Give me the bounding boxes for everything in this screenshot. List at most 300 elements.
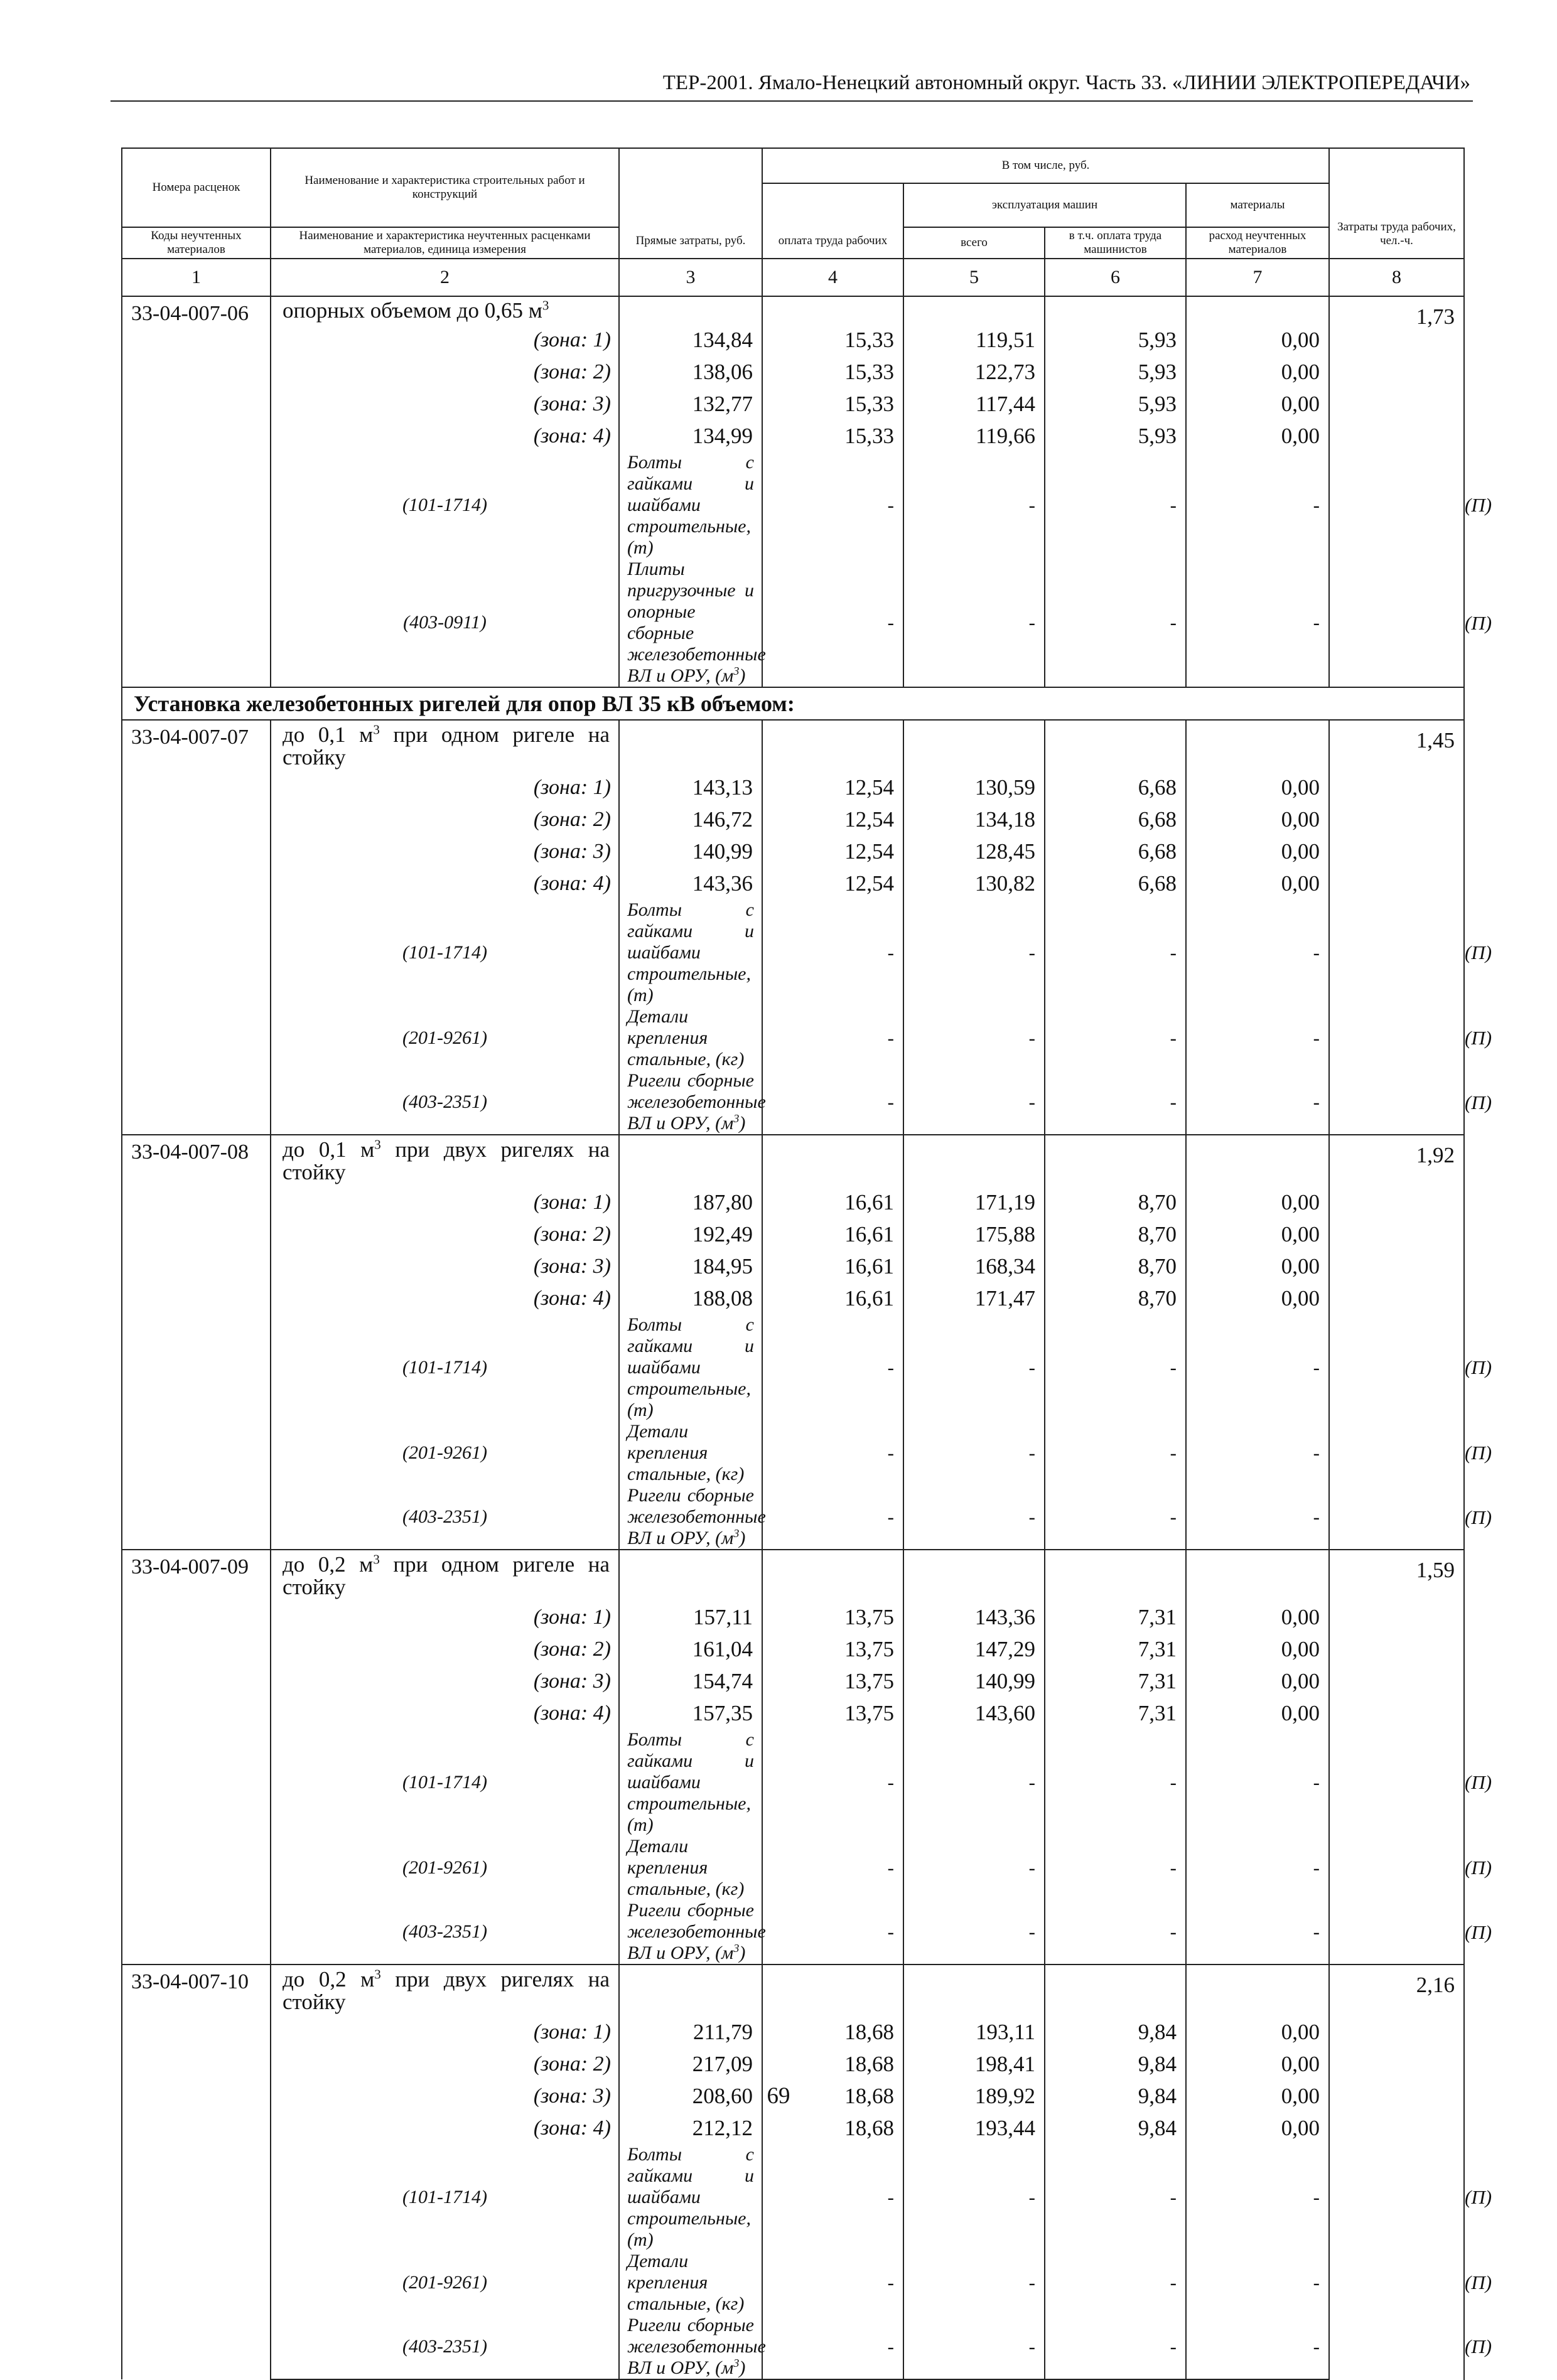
material-code: (403-2351) [271, 1485, 619, 1550]
zone-row [122, 1186, 1464, 1218]
zone-value: 18,68 [762, 2016, 903, 2048]
zone-value: 16,61 [762, 1282, 903, 1314]
rate-code: 33-04-007-06 [122, 296, 271, 687]
zone-row [122, 356, 1464, 388]
col-labor-header: Затраты труда рабочих, чел.-ч. [1329, 148, 1464, 259]
material-dash: - [762, 559, 903, 687]
zone-row [122, 803, 1464, 835]
zone-value: 7,31 [1045, 1601, 1186, 1633]
zone-value: 6,68 [1045, 803, 1186, 835]
zone-value: 146,72 [619, 803, 762, 835]
material-dash: - [903, 559, 1045, 687]
zone-value: 7,31 [1045, 1665, 1186, 1697]
material-dash: - [1045, 559, 1186, 687]
col-machinists-wages-header: в т.ч. оплата труда машинистов [1045, 227, 1186, 259]
material-name [619, 899, 762, 1006]
col-materials-header: материалы [1186, 183, 1329, 227]
material-code: (403-2351) [271, 1900, 619, 1965]
material-dash: - [1186, 1421, 1329, 1485]
zone-value: 0,00 [1186, 1218, 1329, 1250]
material-dash: - [903, 899, 1045, 1006]
material-dash: - [903, 2144, 1045, 2251]
zone-value: 18,68 [762, 2080, 903, 2112]
col-number: 5 [903, 259, 1045, 296]
zone-value: 154,74 [619, 1665, 762, 1697]
zone-value: 0,00 [1186, 2016, 1329, 2048]
zone-value: 0,00 [1186, 1633, 1329, 1665]
zone-label: (зона: 3) [271, 835, 619, 867]
material-dash: - [1186, 1070, 1329, 1135]
zone-row [122, 867, 1464, 899]
material-code: (101-1714) [271, 1314, 619, 1421]
zone-label: (зона: 3) [271, 1250, 619, 1282]
col-number: 3 [619, 259, 762, 296]
col-number: 4 [762, 259, 903, 296]
zone-value: 134,18 [903, 803, 1045, 835]
zone-label: (зона: 2) [271, 2048, 619, 2080]
zone-value: 6,68 [1045, 835, 1186, 867]
zone-value: 9,84 [1045, 2080, 1186, 2112]
rate-title-text: опорных объемом до 0,65 м [283, 298, 542, 323]
material-code: (201-9261) [271, 1421, 619, 1485]
zone-value: 7,31 [1045, 1633, 1186, 1665]
rate-code: 33-04-007-09 [122, 1550, 271, 1965]
material-name-text: Детали крепления стальные, (кг) [627, 2251, 745, 2314]
unit-superscript: 3 [733, 1527, 740, 1540]
zone-value: 5,93 [1045, 324, 1186, 356]
empty-cell [619, 1135, 762, 1186]
material-name-text: Болты с гайками и шайбами строительные, (т) [627, 2144, 754, 2250]
zone-row [122, 771, 1464, 803]
empty-cell [1186, 1550, 1329, 1601]
col-machines-header: эксплуатация машин [903, 183, 1186, 227]
zone-value: 0,00 [1186, 2080, 1329, 2112]
material-dash: - [762, 1729, 903, 1836]
rate-title-tail: при двух ригелях на стойку [283, 1966, 610, 2014]
material-dash: - [762, 2315, 903, 2379]
material-dash: - [762, 1485, 903, 1550]
zone-value: 193,11 [903, 2016, 1045, 2048]
material-dash: - [762, 1900, 903, 1965]
empty-cell [762, 296, 903, 324]
zone-value: 12,54 [762, 867, 903, 899]
material-row: (101-1714) Болты с гайками и шайбами строительные, (т) - - - - (П) [122, 2144, 1464, 2251]
material-name [619, 2251, 762, 2315]
zone-value: 9,84 [1045, 2016, 1186, 2048]
zone-value: 0,00 [1186, 867, 1329, 899]
material-dash: - [1186, 1006, 1329, 1070]
zone-row [122, 1665, 1464, 1697]
zone-label: (зона: 2) [271, 1218, 619, 1250]
zone-value: 5,93 [1045, 388, 1186, 420]
zone-value: 8,70 [1045, 1218, 1186, 1250]
zone-row [122, 2048, 1464, 2080]
zone-value: 12,54 [762, 771, 903, 803]
rate-title-row [122, 1550, 1464, 1601]
material-dash: - [1186, 1485, 1329, 1550]
empty-cell [1045, 1965, 1186, 2016]
zone-value: 0,00 [1186, 1601, 1329, 1633]
material-dash: - [762, 899, 903, 1006]
page-number: 69 [767, 2083, 790, 2109]
material-row: (201-9261) Детали крепления стальные, (кг) - - - - (П) [122, 1421, 1464, 1485]
unit-superscript: 3 [733, 2357, 740, 2369]
empty-cell [903, 1550, 1045, 1601]
material-dash: - [1186, 1836, 1329, 1900]
unit-superscript: 3 [733, 665, 740, 677]
zone-value: 0,00 [1186, 356, 1329, 388]
zone-value: 138,06 [619, 356, 762, 388]
zone-value: 128,45 [903, 835, 1045, 867]
material-dash: - [762, 2144, 903, 2251]
material-name [619, 1314, 762, 1421]
zone-value: 171,47 [903, 1282, 1045, 1314]
rate-title-tail: при одном ригеле на стойку [283, 1552, 610, 1599]
labor-cost: 1,45 [1329, 720, 1464, 1135]
zone-value: 0,00 [1186, 324, 1329, 356]
empty-cell [1045, 720, 1186, 771]
col-work-name-header: Наименование и характеристика строительных работ и конструкций [271, 148, 619, 227]
zone-row [122, 2016, 1464, 2048]
material-dash: - [1186, 2144, 1329, 2251]
rate-title-text: до 0,1 м [283, 722, 374, 747]
zone-value: 184,95 [619, 1250, 762, 1282]
material-dash: - [762, 2251, 903, 2315]
material-name-text: Ригели сборные железобетонные ВЛ и ОРУ, (м [627, 1070, 766, 1134]
unit-superscript: 3 [374, 1966, 381, 1981]
material-dash: - [1045, 1900, 1186, 1965]
material-dash: - [903, 1421, 1045, 1485]
unit-paren: ) [739, 1528, 746, 1548]
zone-label: (зона: 3) [271, 2080, 619, 2112]
rate-title-row [122, 1965, 1464, 2016]
zone-label: (зона: 1) [271, 324, 619, 356]
zone-label: (зона: 1) [271, 2016, 619, 2048]
zone-value: 0,00 [1186, 2048, 1329, 2080]
zone-value: 13,75 [762, 1697, 903, 1729]
zone-value: 13,75 [762, 1601, 903, 1633]
zone-row [122, 1218, 1464, 1250]
material-code: (201-9261) [271, 1836, 619, 1900]
material-name-text: Болты с гайками и шайбами строительные, (т) [627, 452, 754, 558]
material-name-text: Плиты пригрузочные и опорные сборные железобетонные ВЛ и ОРУ, (м [627, 559, 766, 686]
col-machines-total-header: всего [903, 227, 1045, 259]
zone-value: 15,33 [762, 324, 903, 356]
material-dash: - [762, 1836, 903, 1900]
material-row: (101-1714) Болты с гайками и шайбами строительные, (т) - - - - (П) [122, 899, 1464, 1006]
empty-cell [903, 296, 1045, 324]
material-row: (403-2351) Ригели сборные железобетонные ВЛ и ОРУ, $(м^3)$ - - - - (П) [122, 1900, 1464, 1965]
zone-value: 8,70 [1045, 1250, 1186, 1282]
rate-title-text: до 0,1 м [283, 1137, 375, 1162]
material-name [619, 452, 762, 559]
zone-value: 117,44 [903, 388, 1045, 420]
zone-value: 134,84 [619, 324, 762, 356]
empty-cell [1045, 296, 1186, 324]
material-code: (101-1714) [271, 452, 619, 559]
zone-value: 0,00 [1186, 1665, 1329, 1697]
material-code: (101-1714) [271, 899, 619, 1006]
zone-label: (зона: 4) [271, 867, 619, 899]
material-name-text: Болты с гайками и шайбами строительные, (т) [627, 1314, 754, 1420]
rate-title-text: до 0,2 м [283, 1552, 374, 1577]
rates-table [121, 147, 1492, 2380]
empty-cell [619, 296, 762, 324]
zone-value: 0,00 [1186, 388, 1329, 420]
material-dash: - [903, 1729, 1045, 1836]
section-title: Установка железобетонных ригелей для опор ВЛ 35 кВ объемом: [122, 687, 1464, 720]
empty-cell [619, 720, 762, 771]
material-row: (403-2351) Ригели сборные железобетонные ВЛ и ОРУ, $(м^3)$ - - - - (П) [122, 1485, 1464, 1550]
empty-cell [762, 1135, 903, 1186]
zone-value: 130,59 [903, 771, 1045, 803]
empty-cell [762, 1965, 903, 2016]
material-name [619, 1485, 766, 1550]
zone-value: 119,66 [903, 420, 1045, 452]
zone-value: 12,54 [762, 803, 903, 835]
zone-value: 0,00 [1186, 771, 1329, 803]
unit-superscript: 3 [373, 721, 380, 737]
zone-value: 16,61 [762, 1250, 903, 1282]
running-header [110, 68, 1473, 102]
zone-value: 212,12 [619, 2112, 762, 2144]
zone-value: 140,99 [619, 835, 762, 867]
material-dash: - [903, 2251, 1045, 2315]
zone-value: 140,99 [903, 1665, 1045, 1697]
zone-value: 8,70 [1045, 1282, 1186, 1314]
material-name-text: Ригели сборные железобетонные ВЛ и ОРУ, (м [627, 2315, 766, 2378]
zone-value: 0,00 [1186, 1186, 1329, 1218]
empty-cell [1186, 720, 1329, 771]
material-dash: - [1045, 899, 1186, 1006]
unit-paren: ) [739, 1113, 746, 1134]
zone-label: (зона: 2) [271, 1633, 619, 1665]
zone-value: 192,49 [619, 1218, 762, 1250]
col-number: 2 [271, 259, 619, 296]
zone-value: 15,33 [762, 388, 903, 420]
zone-label: (зона: 4) [271, 2112, 619, 2144]
material-name [619, 1070, 766, 1135]
rate-title [271, 1550, 619, 1601]
material-dash: - [1045, 1836, 1186, 1900]
zone-value: 18,68 [762, 2112, 903, 2144]
rate-title [271, 1965, 619, 2016]
material-code: (201-9261) [271, 2251, 619, 2315]
zone-value: 0,00 [1186, 1282, 1329, 1314]
material-dash: - [1045, 1421, 1186, 1485]
zone-value: 6,68 [1045, 771, 1186, 803]
rate-code: 33-04-007-10 [122, 1965, 271, 2379]
zone-value: 12,54 [762, 835, 903, 867]
zone-value: 9,84 [1045, 2112, 1186, 2144]
material-row: (101-1714) Болты с гайками и шайбами строительные, (т) - - - - (П) [122, 1729, 1464, 1836]
zone-row [122, 388, 1464, 420]
zone-value: 0,00 [1186, 803, 1329, 835]
zone-value: 143,36 [619, 867, 762, 899]
zone-value: 16,61 [762, 1218, 903, 1250]
zone-value: 13,75 [762, 1633, 903, 1665]
material-name [619, 1836, 762, 1900]
material-row: (403-2351) Ригели сборные железобетонные ВЛ и ОРУ, $(м^3)$ - - - - (П) [122, 2315, 1464, 2379]
material-name [619, 1900, 766, 1965]
zone-value: 130,82 [903, 867, 1045, 899]
zone-value: 211,79 [619, 2016, 762, 2048]
empty-cell [903, 1135, 1045, 1186]
zone-value: 7,31 [1045, 1697, 1186, 1729]
zone-value: 147,29 [903, 1633, 1045, 1665]
zone-value: 157,11 [619, 1601, 762, 1633]
col-rate-number-header: Номера расценок [122, 148, 271, 227]
zone-row [122, 835, 1464, 867]
unit-superscript: 3 [733, 1942, 740, 1954]
zone-row [122, 2112, 1464, 2144]
zone-value: 168,34 [903, 1250, 1045, 1282]
zone-value: 143,60 [903, 1697, 1045, 1729]
unit-paren: ) [739, 2357, 746, 2378]
material-dash: - [903, 1314, 1045, 1421]
empty-cell [1186, 1135, 1329, 1186]
material-name [619, 2315, 766, 2379]
unit-superscript: 3 [733, 1112, 740, 1125]
material-code: (201-9261) [271, 1006, 619, 1070]
material-row: (101-1714) Болты с гайками и шайбами строительные, (т) - - - - (П) [122, 1314, 1464, 1421]
material-dash: - [762, 1314, 903, 1421]
zone-label: (зона: 1) [271, 1601, 619, 1633]
zone-label: (зона: 4) [271, 1697, 619, 1729]
zone-value: 187,80 [619, 1186, 762, 1218]
zone-value: 5,93 [1045, 420, 1186, 452]
material-dash: - [1186, 559, 1329, 687]
unit-paren: ) [739, 1943, 746, 1963]
rate-code: 33-04-007-08 [122, 1135, 271, 1550]
material-dash: - [1186, 2251, 1329, 2315]
col-wages-header: оплата труда рабочих [762, 183, 903, 259]
empty-cell [1045, 1550, 1186, 1601]
empty-cell [903, 720, 1045, 771]
zone-value: 161,04 [619, 1633, 762, 1665]
material-code: (101-1714) [271, 2144, 619, 2251]
zone-value: 132,77 [619, 388, 762, 420]
unit-paren: ) [739, 665, 746, 686]
material-code: (403-2351) [271, 1070, 619, 1135]
material-code: (403-2351) [271, 2315, 619, 2379]
zone-value: 188,08 [619, 1282, 762, 1314]
rate-title [271, 720, 619, 771]
zone-value: 15,33 [762, 420, 903, 452]
material-dash: - [903, 2315, 1045, 2379]
unit-superscript: 3 [542, 297, 549, 313]
unit-superscript: 3 [373, 1551, 380, 1567]
labor-cost: 1,92 [1329, 1135, 1464, 1550]
zone-row [122, 1633, 1464, 1665]
empty-cell [619, 1550, 762, 1601]
labor-cost: 1,73 [1329, 296, 1464, 687]
zone-value: 0,00 [1186, 1250, 1329, 1282]
zone-label: (зона: 3) [271, 1665, 619, 1697]
material-row: (403-2351) Ригели сборные железобетонные ВЛ и ОРУ, $(м^3)$ - - - - (П) [122, 1070, 1464, 1135]
zone-value: 0,00 [1186, 2112, 1329, 2144]
material-name [619, 1006, 762, 1070]
zone-label: (зона: 1) [271, 771, 619, 803]
material-dash: - [762, 1070, 903, 1135]
material-name-text: Болты с гайками и шайбами строительные, (т) [627, 899, 754, 1005]
material-dash: - [762, 1006, 903, 1070]
material-dash: - [903, 452, 1045, 559]
empty-cell [762, 1550, 903, 1601]
material-name-text: Ригели сборные железобетонные ВЛ и ОРУ, (м [627, 1900, 766, 1963]
material-dash: - [1045, 2144, 1186, 2251]
zone-value: 13,75 [762, 1665, 903, 1697]
material-dash: - [1186, 1900, 1329, 1965]
col-number: 1 [122, 259, 271, 296]
zone-label: (зона: 4) [271, 1282, 619, 1314]
material-name [619, 2144, 762, 2251]
zone-value: 18,68 [762, 2048, 903, 2080]
material-row: (201-9261) Детали крепления стальные, (кг) - - - - (П) [122, 1836, 1464, 1900]
material-dash: - [1045, 2315, 1186, 2379]
zone-value: 189,92 [903, 2080, 1045, 2112]
labor-cost: 1,59 [1329, 1550, 1464, 1965]
labor-cost: 2,16 [1329, 1965, 1464, 2379]
material-name [619, 559, 766, 687]
empty-cell [619, 1965, 762, 2016]
material-dash: - [1045, 2251, 1186, 2315]
rate-title-row [122, 1135, 1464, 1186]
col-material-codes-header: Коды неучтенных материалов [122, 227, 271, 259]
material-name-text: Болты с гайками и шайбами строительные, (т) [627, 1729, 754, 1835]
zone-label: (зона: 2) [271, 803, 619, 835]
running-header-text: ТЕР-2001. Ямало-Ненецкий автономный округ. Часть 33. «ЛИНИИ ЭЛЕКТРОПЕРЕДАЧИ» [662, 72, 1470, 94]
zone-value: 5,93 [1045, 356, 1186, 388]
rate-code: 33-04-007-07 [122, 720, 271, 1135]
material-dash: - [762, 452, 903, 559]
material-name-text: Ригели сборные железобетонные ВЛ и ОРУ, (м [627, 1485, 766, 1548]
col-number: 6 [1045, 259, 1186, 296]
material-dash: - [1045, 452, 1186, 559]
zone-value: 157,35 [619, 1697, 762, 1729]
material-code: (403-0911) [271, 559, 619, 687]
material-name [619, 1421, 762, 1485]
empty-cell [1186, 296, 1329, 324]
rate-title-tail: при двух ригелях на стойку [283, 1137, 610, 1184]
material-dash: - [903, 1900, 1045, 1965]
material-dash: - [1186, 2315, 1329, 2379]
material-dash: - [1186, 899, 1329, 1006]
material-dash: - [903, 1836, 1045, 1900]
zone-row [122, 324, 1464, 356]
zone-value: 119,51 [903, 324, 1045, 356]
material-dash: - [1045, 1314, 1186, 1421]
zone-value: 122,73 [903, 356, 1045, 388]
rate-title-text: до 0,2 м [283, 1966, 375, 1991]
zone-value: 9,84 [1045, 2048, 1186, 2080]
zone-row [122, 420, 1464, 452]
zone-label: (зона: 1) [271, 1186, 619, 1218]
empty-cell [1045, 1135, 1186, 1186]
material-dash: - [1186, 1729, 1329, 1836]
material-dash: - [1045, 1070, 1186, 1135]
zone-value: 0,00 [1186, 1697, 1329, 1729]
rate-title-row [122, 296, 1464, 324]
material-row: (403-0911) Плиты пригрузочные и опорные сборные железобетонные ВЛ и ОРУ, $(м^3)$ - - - - (П) [122, 559, 1464, 687]
zone-value: 6,68 [1045, 867, 1186, 899]
material-dash: - [1186, 1314, 1329, 1421]
material-dash: - [903, 1070, 1045, 1135]
empty-cell [762, 720, 903, 771]
material-row: (101-1714) Болты с гайками и шайбами строительные, (т) - - - - (П) [122, 452, 1464, 559]
col-material-names-header: Наименование и характеристика неучтенных расценками материалов, единица измерения [271, 227, 619, 259]
rate-title-row [122, 720, 1464, 771]
